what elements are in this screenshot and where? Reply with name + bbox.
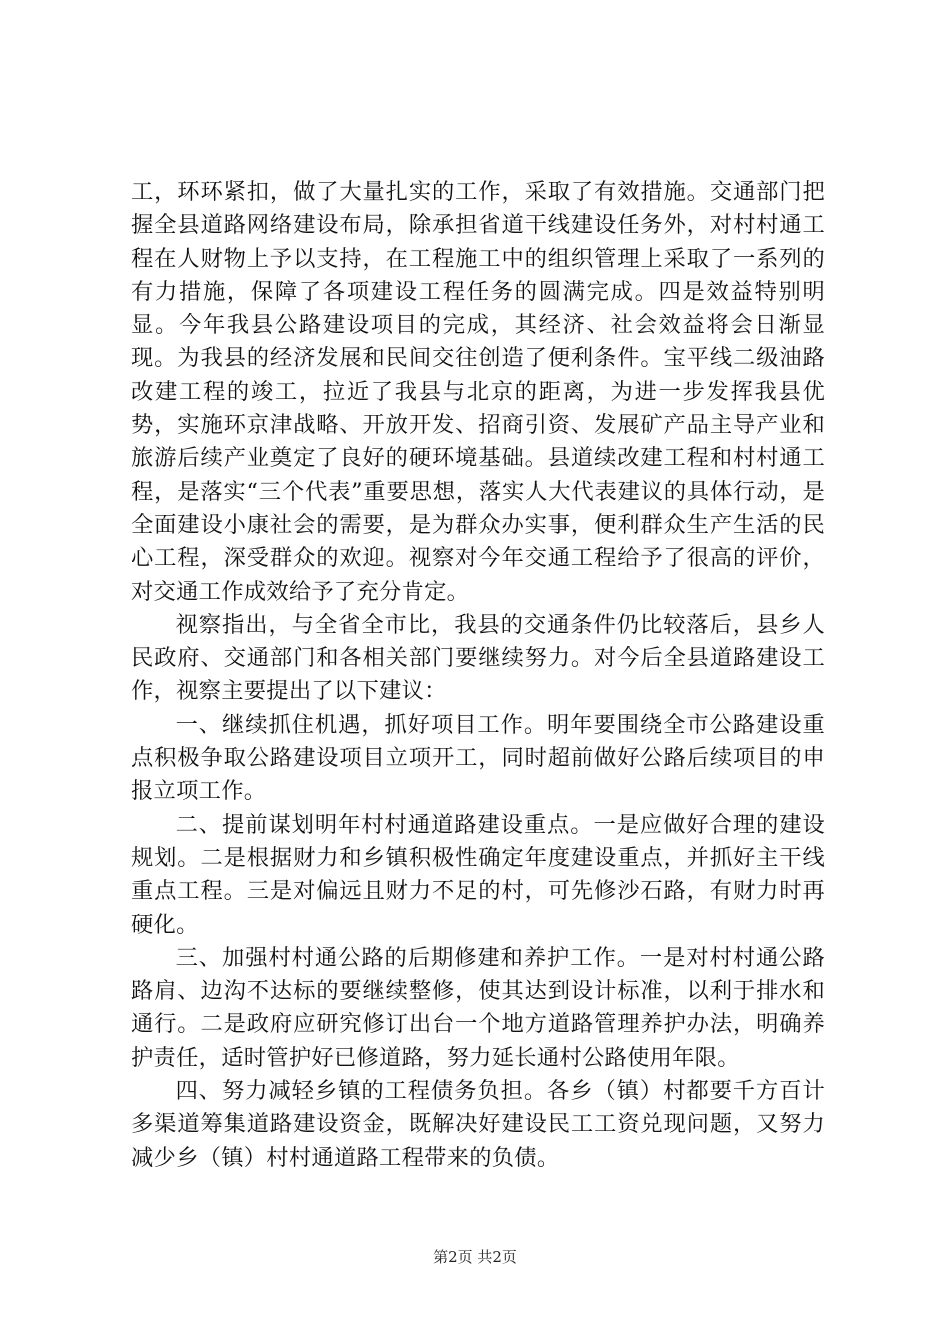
paragraph-suggestion-2: 二、提前谋划明年村村通道路建设重点。一是应做好合理的建设规划。二是根据财力和乡镇积极性确定年度建设重点，并抓好主干线重点工程。三是对偏远且财力不足的村，可先修沙石路，有财力时再硬化。	[131, 811, 825, 938]
paragraph-suggestion-4: 四、努力减轻乡镇的工程债务负担。各乡（镇）村都要千方百计多渠道筹集道路建设资金，既解决好建设民工工资兑现问题，又努力减少乡（镇）村村通道路工程带来的负债。	[131, 1078, 825, 1171]
paragraph-continuation: 工，环环紧扣，做了大量扎实的工作，采取了有效措施。交通部门把握全县道路网络建设布局，除承担省道干线建设任务外，对村村通工程在人财物上予以支持，在工程施工中的组织管理上采取了一系列的有力措施，保障了各项建设工程任务的圆满完成。四是效益特别明显。今年我县公路建设项目的完成，其经济、社会效益将会日渐显现。为我县的经济发展和民间交往创造了便利条件。宝平线二级油路改建工程的竣工，拉近了我县与北京的距离，为进一步发挥我县优势，实施环京津战略、开放开发、招商引资、发展矿产品主导产业和旅游后续产业奠定了良好的硬环境基础。县道续改建工程和村村通工程，是落实“三个代表”重要思想，落实人大代表建议的具体行动，是全面建设小康社会的需要，是为群众办实事，便利群众生产生活的民心工程，深受群众的欢迎。视察对今年交通工程给予了很高的评价，对交通工作成效给予了充分肯定。	[131, 179, 825, 605]
paragraph-suggestion-1: 一、继续抓住机遇，抓好项目工作。明年要围绕全市公路建设重点积极争取公路建设项目立项开工，同时超前做好公路后续项目的申报立项工作。	[131, 711, 825, 805]
paragraph-inspection-findings: 视察指出，与全省全市比，我县的交通条件仍比较落后，县乡人民政府、交通部门和各相关部门要继续努力。对今后全县道路建设工作，视察主要提出了以下建议：	[131, 611, 825, 705]
document-body	[131, 176, 825, 1175]
page-number-footer: 第2页 共2页	[433, 1248, 517, 1266]
paragraph-suggestion-3: 三、加强村村通公路的后期修建和养护工作。一是对村村通公路路肩、边沟不达标的要继续整修，使其达到设计标准，以利于排水和通行。二是政府应研究修订出台一个地方道路管理养护办法，明确养护责任，适时管护好已修道路，努力延长通村公路使用年限。	[131, 944, 825, 1071]
